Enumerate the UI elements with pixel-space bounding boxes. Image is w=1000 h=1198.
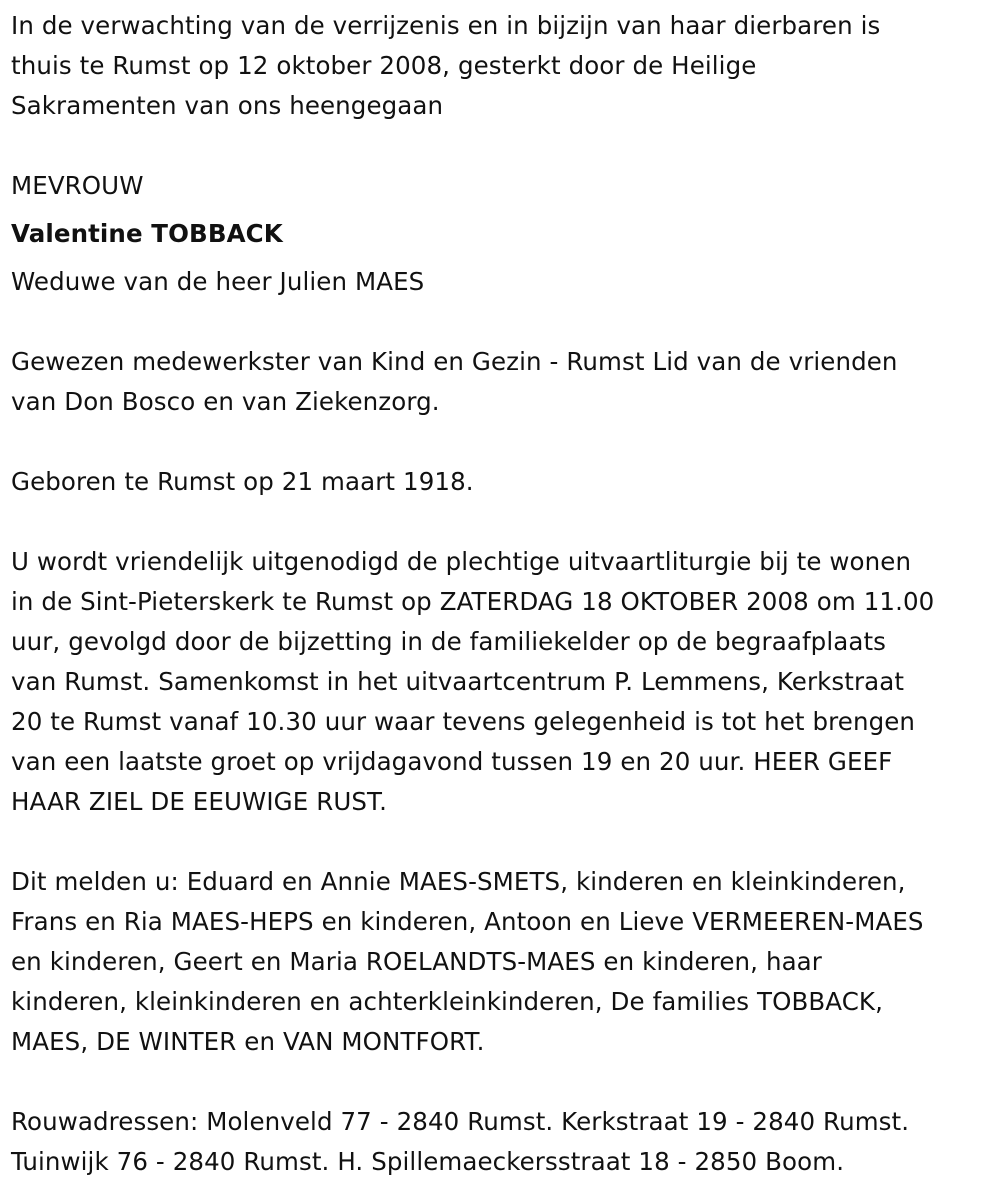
addresses-paragraph — [11, 1102, 991, 1182]
deceased-name: Valentine TOBBACK — [11, 219, 283, 248]
family-line: MAES, DE WINTER en VAN MONTFORT. — [11, 1027, 485, 1056]
paragraph-gap — [11, 822, 991, 862]
family-paragraph — [11, 862, 991, 1062]
funeral-line: in de Sint-Pieterskerk te Rumst op ZATERDAG 18 OKTOBER 2008 om 11.00 — [11, 587, 935, 616]
family-line: kinderen, kleinkinderen en achterkleinkinderen, De families TOBBACK, — [11, 987, 883, 1016]
funeral-line: HAAR ZIEL DE EEUWIGE RUST. — [11, 787, 388, 816]
funeral-line: uur, gevolgd door de bijzetting in de familiekelder op de begraafplaats — [11, 627, 887, 656]
occupation-paragraph — [11, 342, 991, 422]
paragraph-gap — [11, 422, 991, 462]
family-line: Frans en Ria MAES-HEPS en kinderen, Antoon en Lieve VERMEEREN-MAES — [11, 907, 924, 936]
family-line: en kinderen, Geert en Maria ROELANDTS-MAES en kinderen, haar — [11, 947, 822, 976]
honorific-title: MEVROUW — [11, 171, 144, 200]
birth-line: Geboren te Rumst op 21 maart 1918. — [11, 467, 474, 496]
death-notice — [11, 6, 991, 1182]
funeral-line: 20 te Rumst vanaf 10.30 uur waar tevens gelegenheid is tot het brengen — [11, 707, 916, 736]
funeral-paragraph — [11, 542, 991, 822]
occupation-line: van Don Bosco en van Ziekenzorg. — [11, 387, 440, 416]
widow-of-line: Weduwe van de heer Julien MAES — [11, 267, 425, 296]
funeral-line: U wordt vriendelijk uitgenodigd de plechtige uitvaartliturgie bij te wonen — [11, 547, 912, 576]
intro-line: In de verwachting van de verrijzenis en in bijzijn van haar dierbaren is — [11, 11, 881, 40]
paragraph-gap — [11, 1062, 991, 1102]
intro-line: Sakramenten van ons heengegaan — [11, 91, 444, 120]
address-line: Tuinwijk 76 - 2840 Rumst. H. Spillemaeckersstraat 18 - 2850 Boom. — [11, 1147, 845, 1176]
intro-paragraph — [11, 6, 991, 126]
paragraph-gap — [11, 302, 991, 342]
paragraph-gap — [11, 502, 991, 542]
family-line: Dit melden u: Eduard en Annie MAES-SMETS, kinderen en kleinkinderen, — [11, 867, 906, 896]
funeral-line: van een laatste groet op vrijdagavond tussen 19 en 20 uur. HEER GEEF — [11, 747, 893, 776]
address-line: Rouwadressen: Molenveld 77 - 2840 Rumst. Kerkstraat 19 - 2840 Rumst. — [11, 1107, 910, 1136]
paragraph-gap — [11, 126, 991, 166]
funeral-line: van Rumst. Samenkomst in het uitvaartcentrum P. Lemmens, Kerkstraat — [11, 667, 905, 696]
intro-line: thuis te Rumst op 12 oktober 2008, gesterkt door de Heilige — [11, 51, 757, 80]
occupation-line: Gewezen medewerkster van Kind en Gezin - Rumst Lid van de vrienden — [11, 347, 898, 376]
